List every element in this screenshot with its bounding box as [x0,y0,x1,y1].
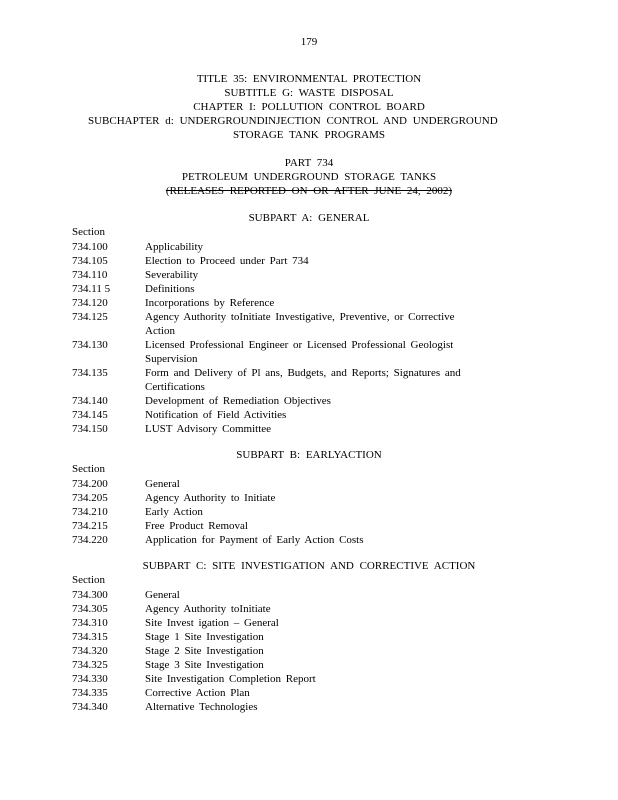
section-title: Early Action [145,506,203,518]
list-item [72,477,472,491]
section-title: Free Product Removal [145,520,248,532]
section-title: Development of Remediation Objectives [145,395,331,407]
section-number: 734.330 [72,673,108,685]
list-item [72,658,472,672]
list-item [72,310,472,338]
list-item [72,672,472,686]
list-item [72,616,472,630]
list-item [72,491,472,505]
section-title: Applicability [145,241,204,253]
list-item [72,686,472,700]
section-number: 734.125 [72,311,108,323]
subchapter-line-2: STORAGE TANK PROGRAMS [232,129,386,141]
section-number: 734.105 [72,255,108,267]
list-item [72,630,472,644]
section-number: 734.320 [72,645,108,657]
subtitle-line: SUBTITLE G: WASTE DISPOSAL [224,87,394,99]
list-item [72,422,472,436]
section-number: 734.200 [72,478,108,490]
section-title: Stage 2 Site Investigation [145,645,264,657]
section-title: Definitions [145,283,195,295]
section-number: 734.340 [72,701,108,713]
section-number: 734.150 [72,423,108,435]
section-title: Notification of Field Activities [145,409,287,421]
section-number: 734.140 [72,395,108,407]
list-item [72,533,472,547]
part-name: PETROLEUM UNDERGROUND STORAGE TANKS [181,171,437,183]
struck-note: (RELEASES REPORTED ON OR AFTER JUNE 24, 2002) [165,185,453,197]
section-title: Election to Proceed under Part 734 [145,255,309,267]
page-number: 179 [300,36,318,48]
section-number: 734.145 [72,409,108,421]
section-title: General [145,478,180,490]
section-title: Alternative Technologies [145,701,258,713]
subpart-b-toc [72,477,472,547]
list-item [72,268,472,282]
subpart-a-title: SUBPART A: GENERAL [248,212,370,224]
list-item [72,519,472,533]
subpart-a-toc [72,240,472,436]
list-item [72,366,472,394]
section-number: 734.205 [72,492,108,504]
document-header [0,72,618,142]
section-title: Site Invest igation – General [145,617,279,629]
section-title: Severability [145,269,199,281]
part-heading [0,156,618,198]
subpart-c-toc [72,588,472,714]
section-number: 734.310 [72,617,108,629]
section-title: General [145,589,180,601]
section-number: 734.100 [72,241,108,253]
section-number: 734.325 [72,659,108,671]
section-number: 734.110 [72,269,108,281]
section-label: Section [72,226,105,238]
part-label: PART 734 [284,157,334,169]
list-item [72,644,472,658]
list-item [72,240,472,254]
section-title: Agency Authority to Initiate [145,492,276,504]
section-number: 734.215 [72,520,108,532]
section-title: Agency Authority toInitiate [145,603,271,615]
section-title: Stage 1 Site Investigation [145,631,264,643]
section-number: 734.315 [72,631,108,643]
list-item [72,588,472,602]
section-title: Corrective Action Plan [145,687,250,699]
list-item [72,505,472,519]
section-number: 734.135 [72,367,108,379]
section-label: Section [72,463,105,475]
section-number: 734.220 [72,534,108,546]
section-number: 734.210 [72,506,108,518]
subpart-c-title: SUBPART C: SITE INVESTIGATION AND CORRECTIVE ACTION [142,560,476,572]
list-item [72,408,472,422]
section-number: 734.120 [72,297,108,309]
section-title: Form and Delivery of Pl ans, Budgets, and Reports; Signatures and Certifications [145,367,461,393]
section-label: Section [72,574,105,586]
section-title: Licensed Professional Engineer or Licensed Professional Geologist Supervision [145,339,454,365]
list-item [72,700,472,714]
section-title: Stage 3 Site Investigation [145,659,264,671]
section-title: Application for Payment of Early Action Costs [145,534,364,546]
section-number: 734.11 5 [72,283,111,295]
section-number: 734.335 [72,687,108,699]
section-title: Incorporations by Reference [145,297,275,309]
section-number: 734.300 [72,589,108,601]
section-title: LUST Advisory Committee [145,423,272,435]
section-title: Agency Authority toInitiate Investigative, Preventive, or Corrective Action [145,311,455,337]
list-item [72,338,472,366]
chapter-line: CHAPTER I: POLLUTION CONTROL BOARD [193,101,425,113]
list-item [72,254,472,268]
list-item [72,282,472,296]
title-line: TITLE 35: ENVIRONMENTAL PROTECTION [196,73,422,85]
section-number: 734.305 [72,603,108,615]
list-item [72,602,472,616]
list-item [72,394,472,408]
section-title: Site Investigation Completion Report [145,673,316,685]
subpart-b-title: SUBPART B: EARLYACTION [236,449,382,461]
section-number: 734.130 [72,339,108,351]
subchapter-line: SUBCHAPTER d: UNDERGROUNDINJECTION CONTROL AND UNDERGROUND [88,115,498,127]
list-item [72,296,472,310]
